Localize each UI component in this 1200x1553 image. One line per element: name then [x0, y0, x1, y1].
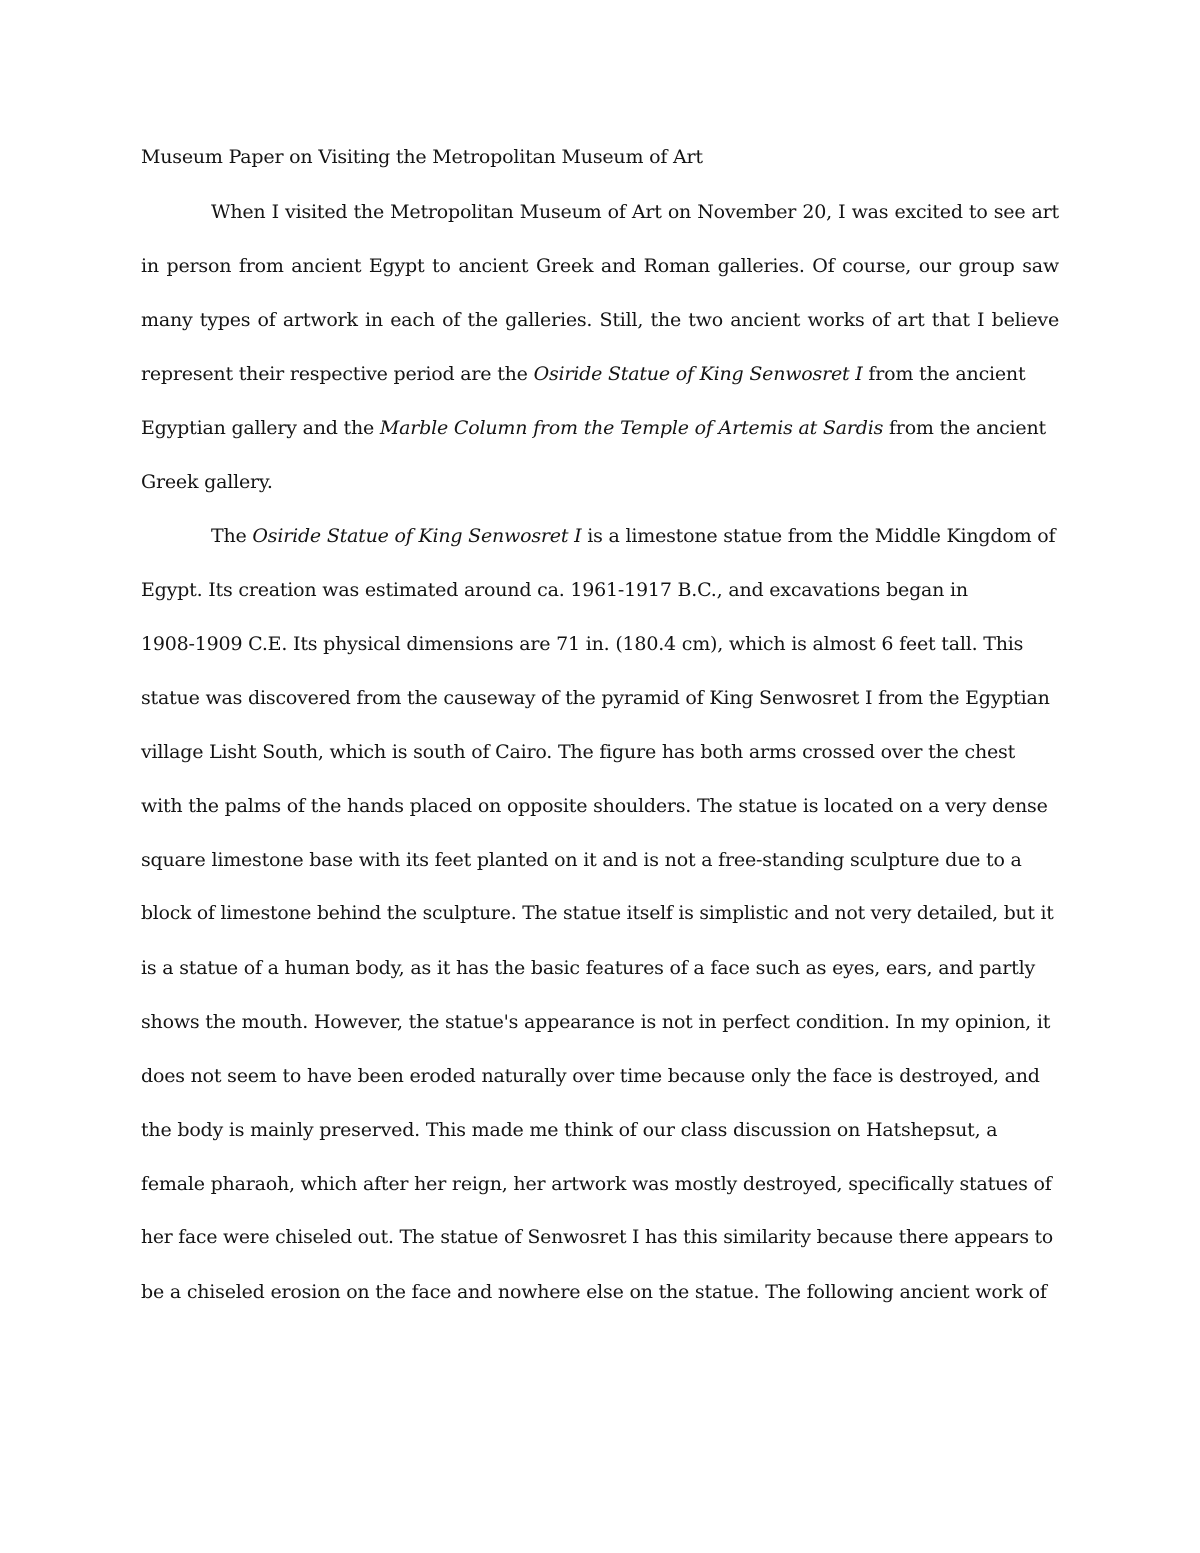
text-line: village Lisht South, which is south of Cairo. The figure has both arms crossed over the chest — [141, 741, 1016, 763]
text-line — [211, 520, 1055, 552]
text-line — [141, 412, 1046, 444]
text-line: shows the mouth. However, the statue's appearance is not in perfect condition. In my opinion, it — [141, 1011, 1051, 1033]
text-line: does not seem to have been eroded naturally over time because only the face is destroyed, and — [141, 1065, 1040, 1087]
text-line — [141, 358, 1025, 390]
text-line: When I visited the Metropolitan Museum of Art on November 20, I was excited to see art — [211, 201, 1059, 223]
text-line: 1908-1909 C.E. Its physical dimensions are 71 in. (180.4 cm), which is almost 6 feet tall. This — [141, 633, 1024, 655]
text-line: the body is mainly preserved. This made me think of our class discussion on Hatshepsut, a — [141, 1119, 998, 1141]
text-run: Egyptian gallery and the — [141, 417, 380, 439]
text-run: represent their respective period are the — [141, 363, 534, 385]
text-line: be a chiseled erosion on the face and nowhere else on the statue. The following ancient work of — [141, 1281, 1047, 1303]
text-line: Egypt. Its creation was estimated around ca. 1961-1917 B.C., and excavations began in — [141, 579, 968, 601]
text-line: in person from ancient Egypt to ancient Greek and Roman galleries. Of course, our group saw — [141, 255, 1059, 277]
text-line: square limestone base with its feet planted on it and is not a free-standing sculpture due to a — [141, 849, 1022, 871]
text-run: is a limestone statue from the Middle Kingdom of — [581, 525, 1056, 547]
text-run: from the ancient — [862, 363, 1026, 385]
artwork-title-osiride: Osiride Statue of King Senwosret I — [533, 363, 863, 385]
text-line: her face were chiseled out. The statue of Senwosret I has this similarity because there appears to — [141, 1227, 1053, 1248]
artwork-title-marble-column: Marble Column from the Temple of Artemis at Sardis — [379, 417, 884, 439]
text-line: is a statue of a human body, as it has the basic features of a face such as eyes, ears, and partly — [141, 957, 1036, 979]
text-line: many types of artwork in each of the galleries. Still, the two ancient works of art that I believe — [141, 309, 1059, 331]
page-title: Museum Paper on Visiting the Metropolitan Museum of Art — [141, 146, 703, 168]
text-line: statue was discovered from the causeway of the pyramid of King Senwosret I from the Egyptian — [141, 687, 1050, 709]
text-line: Greek gallery. — [141, 471, 273, 493]
text-line: block of limestone behind the sculpture. The statue itself is simplistic and not very detailed, but it — [141, 903, 1054, 924]
text-run: The — [211, 525, 253, 547]
text-line: with the palms of the hands placed on opposite shoulders. The statue is located on a very dense — [141, 795, 1048, 817]
text-line: female pharaoh, which after her reign, her artwork was mostly destroyed, specifically statues of — [141, 1173, 1052, 1195]
artwork-title-osiride: Osiride Statue of King Senwosret I — [252, 525, 582, 547]
text-run: from the ancient — [883, 417, 1046, 439]
